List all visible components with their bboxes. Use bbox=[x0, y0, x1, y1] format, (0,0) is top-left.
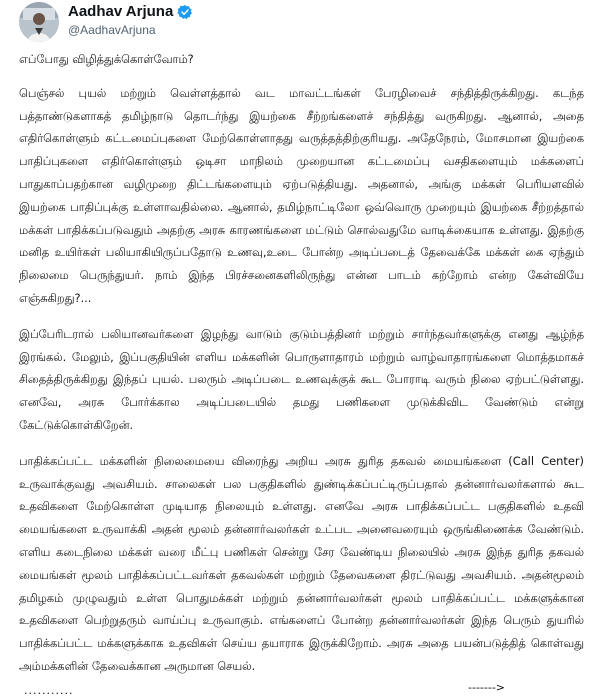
avatar[interactable] bbox=[19, 2, 59, 42]
post-title: எப்போது விழித்துக்கொள்வோம்? bbox=[19, 52, 194, 66]
avatar-image bbox=[19, 2, 59, 42]
verified-badge-icon bbox=[177, 4, 193, 20]
display-name[interactable]: Aadhav Arjuna bbox=[68, 3, 174, 20]
continuation-dots: ........... bbox=[24, 684, 74, 697]
name-row bbox=[68, 3, 193, 20]
post-body bbox=[19, 48, 584, 678]
continuation-arrow: -------> bbox=[468, 681, 506, 694]
post-paragraph-3: பாதிக்கப்பட்ட மக்களின் நிலைமையை விரைந்து அறிய அரசு துரித தகவல் மையங்களை (Call Center) உருவாக்குவது அவசியம். சாலைகள் பல பகுதிகளில் துண்டிக்கப்பட்டிருப்பதால் தன்னார்வலர்களால் கூட உதவிகளை மேற்கொள்ள முடியாத நிலையும் உள்ளது. எனவே அரசு பாதிக்கப்பட்ட பகுதிகளில் உதவி மையங்களை உருவாக்கி அதன் மூலம் தன்னார்வலர்கள் உட்பட அனைவரையும் ஒருங்கிணைக்க வேண்டும். எளிய கடைநிலை மக்கள் வரை மீட்பு பணிகள் சென்று சேர வேண்டிய நிலையில் அரசு இந்த துரித தகவல் மையங்கள் மூலம் பாதிக்கப்பட்டவர்கள் தகவல்கள் மற்றும் தேவைகளை திரட்டுவது அவசியம். அதன்மூலம் தமிழகம் முழுவதும் உள்ள பொதுமக்கள் மற்றும் தன்னார்வலர்கள் மூலம் பாதிக்கப்பட்ட மக்களுக்கான உதவிகளை பெற்றுதரும் வாய்ப்பு உருவாகும். எங்களைப் போன்ற தன்னார்வலர்கள் இந்த பெரும் துயரில் பாதிக்கப்பட்ட மக்களுக்காக உதவிகள் செய்ய தயாராக இருக்கிறோம். அரசு அதை பயன்படுத்தித் கொள்வது அம்மக்களின் தேவைக்கான அருமான செயல். bbox=[19, 453, 584, 673]
post-paragraph-2: இப்பேரிடரால் பலியானவர்களை இழந்து வாடும் குடும்பத்தினர் மற்றும் சார்ந்தவர்களுக்கு எனது ஆழ்ந்த இரங்கல். மேலும், இப்பகுதியின் எளிய மக்களின் பொருளாதாரம் மற்றும் வாழ்வாதாரங்களை மொத்தமாகச் சிதைத்திருக்கிறது இந்தப் புயல். பலரும் அடிப்படை உணவுக்குக் கூட போராடி வரும் நிலை ஏற்பட்டுள்ளது. எனவே, அரசு போர்க்கால அடிப்படையில் தமது பணிகளை முடுக்கிவிட வேண்டும் என்று கேட்டுக்கொள்கிறேன். bbox=[19, 326, 584, 432]
post-paragraph-1: பெஞ்சல் புயல் மற்றும் வெள்ளத்தால் வட மாவட்டங்கள் பேரழிவைச் சந்தித்திருக்கிறது. கடந்த பத்தாண்டுகளாகத் தமிழ்நாடு தொடர்ந்து இயற்கை சீற்றங்களைச் சந்தித்து வருகிறது. ஆனால், அதை எதிர்கொள்ளும் கட்டமைப்புகளை மேற்கொள்ளாதது வருத்தத்திற்குரியது. அதேநேரம், மோசமான இயற்கை பாதிப்புகளை எதிர்கொள்ளும் ஒடிசா மாநிலம் முறையான கட்டமைப்பு வசதிகளையும் மக்களைப் பாதுகாப்பதற்கான வழிமுறை திட்டங்களையும் ஏற்படுத்தியது. அதனால், அங்கு மக்கள் பெரியளவில் இயற்கை பாதிப்புக்கு உள்ளாவதில்லை. ஆனால், தமிழ்நாட்டிலோ ஒவ்வொரு முறையும் இயற்கை சீற்றத்தால் மக்கள் பாதிக்கப்படுவதும் அதற்கு அரசு காரணங்களை மட்டும் சொல்வதுமே வாடிக்கையாக உள்ளது. இதற்கு மனித உயிர்கள் பலியாகியிருப்பதோடு உணவு,உடை போன்ற அடிப்படைத் தேவைக்கே மக்கள் கை ஏந்தும் நிலைமை பெருந்துயர். நாம் இந்த பிரச்சனைகளிலிருந்து என்ன பாடம் கற்றோம் என்ற கேள்வியே எஞ்சுகிறது?... bbox=[19, 85, 584, 305]
post-header bbox=[0, 0, 600, 48]
user-handle[interactable]: @AadhavArjuna bbox=[68, 23, 156, 37]
